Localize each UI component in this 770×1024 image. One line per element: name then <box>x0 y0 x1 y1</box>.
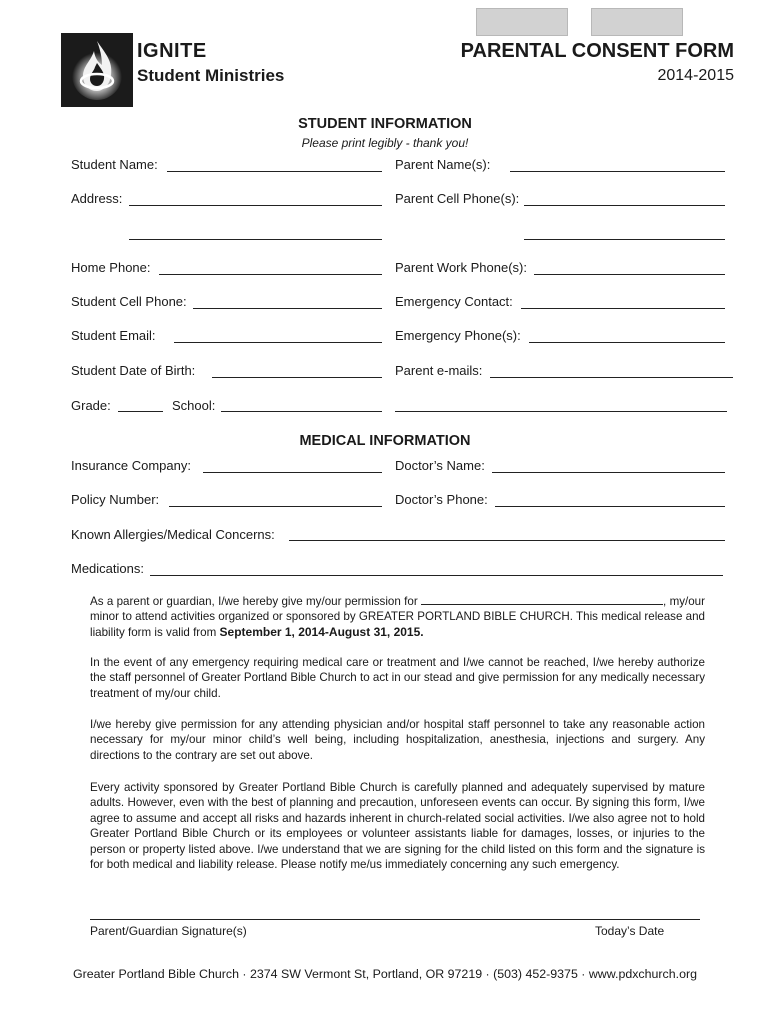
parent-emails-label: Parent e-mails: <box>395 363 483 378</box>
consent-paragraph-2: In the event of any emergency requiring medical care or treatment and I/we cannot be reached, I/we hereby authorize the staff personnel of Greater Portland Bible Church to act in our stead and give permission for any medically necessary treatment of my/our child. <box>90 656 705 700</box>
medications-field[interactable] <box>150 575 723 576</box>
policy-field[interactable] <box>169 506 382 507</box>
grade-label: Grade: <box>71 398 111 413</box>
insurance-field[interactable] <box>203 472 382 473</box>
doctor-phone-label: Doctor’s Phone: <box>395 492 488 507</box>
student-cell-field[interactable] <box>193 308 382 309</box>
student-dob-field[interactable] <box>212 377 382 378</box>
allergies-field[interactable] <box>289 540 725 541</box>
consent-paragraph-3: I/we hereby give permission for any attending physician and/or hospital staff personnel to take any reasonable action necessary for my/our minor child’s well being, including hospitalization, anesthesia, injections and surgery. Any directions to the contrary are set out above. <box>90 718 705 762</box>
parent-work-label: Parent Work Phone(s): <box>395 260 527 275</box>
parent-cell-label: Parent Cell Phone(s): <box>395 191 520 206</box>
parent-emails-field[interactable] <box>490 377 733 378</box>
home-phone-label: Home Phone: <box>71 260 151 275</box>
insurance-label: Insurance Company: <box>71 458 191 473</box>
emergency-phone-field[interactable] <box>529 342 725 343</box>
consent-p1-start: As a parent or guardian, I/we hereby give my/our permission for <box>90 595 418 608</box>
form-title: PARENTAL CONSENT FORM <box>460 40 734 62</box>
allergies-label: Known Allergies/Medical Concerns: <box>71 527 275 542</box>
student-email-label: Student Email: <box>71 328 156 343</box>
signature-label: Parent/Guardian Signature(s) <box>90 924 247 938</box>
doctor-name-label: Doctor’s Name: <box>395 458 485 473</box>
doctor-name-field[interactable] <box>492 472 725 473</box>
student-name-field[interactable] <box>167 171 382 172</box>
footer-address: Greater Portland Bible Church · 2374 SW Vermont St, Portland, OR 97219 · (503) 452-9375 · www.pdxchurch.org <box>73 967 697 981</box>
grade-field[interactable] <box>118 411 163 412</box>
form-year: 2014-2015 <box>657 67 734 84</box>
brand-title: IGNITE <box>137 40 207 62</box>
student-email-field[interactable] <box>174 342 382 343</box>
parent-cell-field[interactable] <box>524 205 725 206</box>
parent-cell-field-line2[interactable] <box>524 239 725 240</box>
home-phone-field[interactable] <box>159 274 382 275</box>
header-box-left <box>476 8 568 36</box>
parent-work-field[interactable] <box>534 274 725 275</box>
school-label: School: <box>172 398 216 413</box>
consent-p1-rest: my/our minor to attend activities organized or sponsored by GREATER PORTLAND BIBLE CHURCH. This medical release and liability form is valid from <box>90 595 705 639</box>
student-info-subtitle: Please print legibly - thank you! <box>301 136 469 150</box>
minor-name-blank[interactable] <box>421 593 663 605</box>
student-dob-label: Student Date of Birth: <box>71 363 196 378</box>
address-field-line2[interactable] <box>129 239 382 240</box>
date-label: Today’s Date <box>595 924 665 938</box>
parent-name-label: Parent Name(s): <box>395 157 491 172</box>
medications-label: Medications: <box>71 561 144 576</box>
emergency-contact-field[interactable] <box>521 308 725 309</box>
student-info-heading: STUDENT INFORMATION <box>298 116 472 132</box>
address-field-line1[interactable] <box>129 205 382 206</box>
brand-subtitle: Student Ministries <box>137 66 285 85</box>
parent-emails-field-line2[interactable] <box>395 411 727 412</box>
school-field[interactable] <box>221 411 382 412</box>
ignite-flame-logo <box>61 33 133 107</box>
consent-paragraph-4: Every activity sponsored by Greater Portland Bible Church is carefully planned and adequately supervised by mature adults. However, even with the best of planning and precaution, unforeseen events can occur. By signing this form, I/we agree to assume and accept all risks and hazards inherent in church-related social activities. I/we also agree not to hold Greater Portland Bible Church or its employees or volunteer assistants liable for damages, losses, or injuries to the person or property listed above. I/we understand that we are signing for the child listed on this form and the signature is for both medical and liability release. Please notify me/us immediately concerning any such emergency. <box>90 781 705 872</box>
flame-icon <box>61 33 133 107</box>
emergency-contact-label: Emergency Contact: <box>395 294 513 309</box>
address-label: Address: <box>71 191 123 206</box>
valid-dates: September 1, 2014-August 31, 2015. <box>219 624 424 639</box>
policy-label: Policy Number: <box>71 492 160 507</box>
signature-line[interactable] <box>90 919 700 920</box>
header-box-right <box>591 8 683 36</box>
doctor-phone-field[interactable] <box>495 506 725 507</box>
emergency-phone-label: Emergency Phone(s): <box>395 328 521 343</box>
student-cell-label: Student Cell Phone: <box>71 294 187 309</box>
parent-name-field[interactable] <box>510 171 725 172</box>
student-name-label: Student Name: <box>71 157 158 172</box>
medical-info-heading: MEDICAL INFORMATION <box>299 433 471 449</box>
consent-paragraph-1: As a parent or guardian, I/we hereby give my/our permission for , my/our minor to attend activities organized or sponsored by GREATER PORTLAND BIBLE CHURCH. This medical release and liability form is valid from September 1, 2014-August 31, 2015. <box>90 595 705 639</box>
